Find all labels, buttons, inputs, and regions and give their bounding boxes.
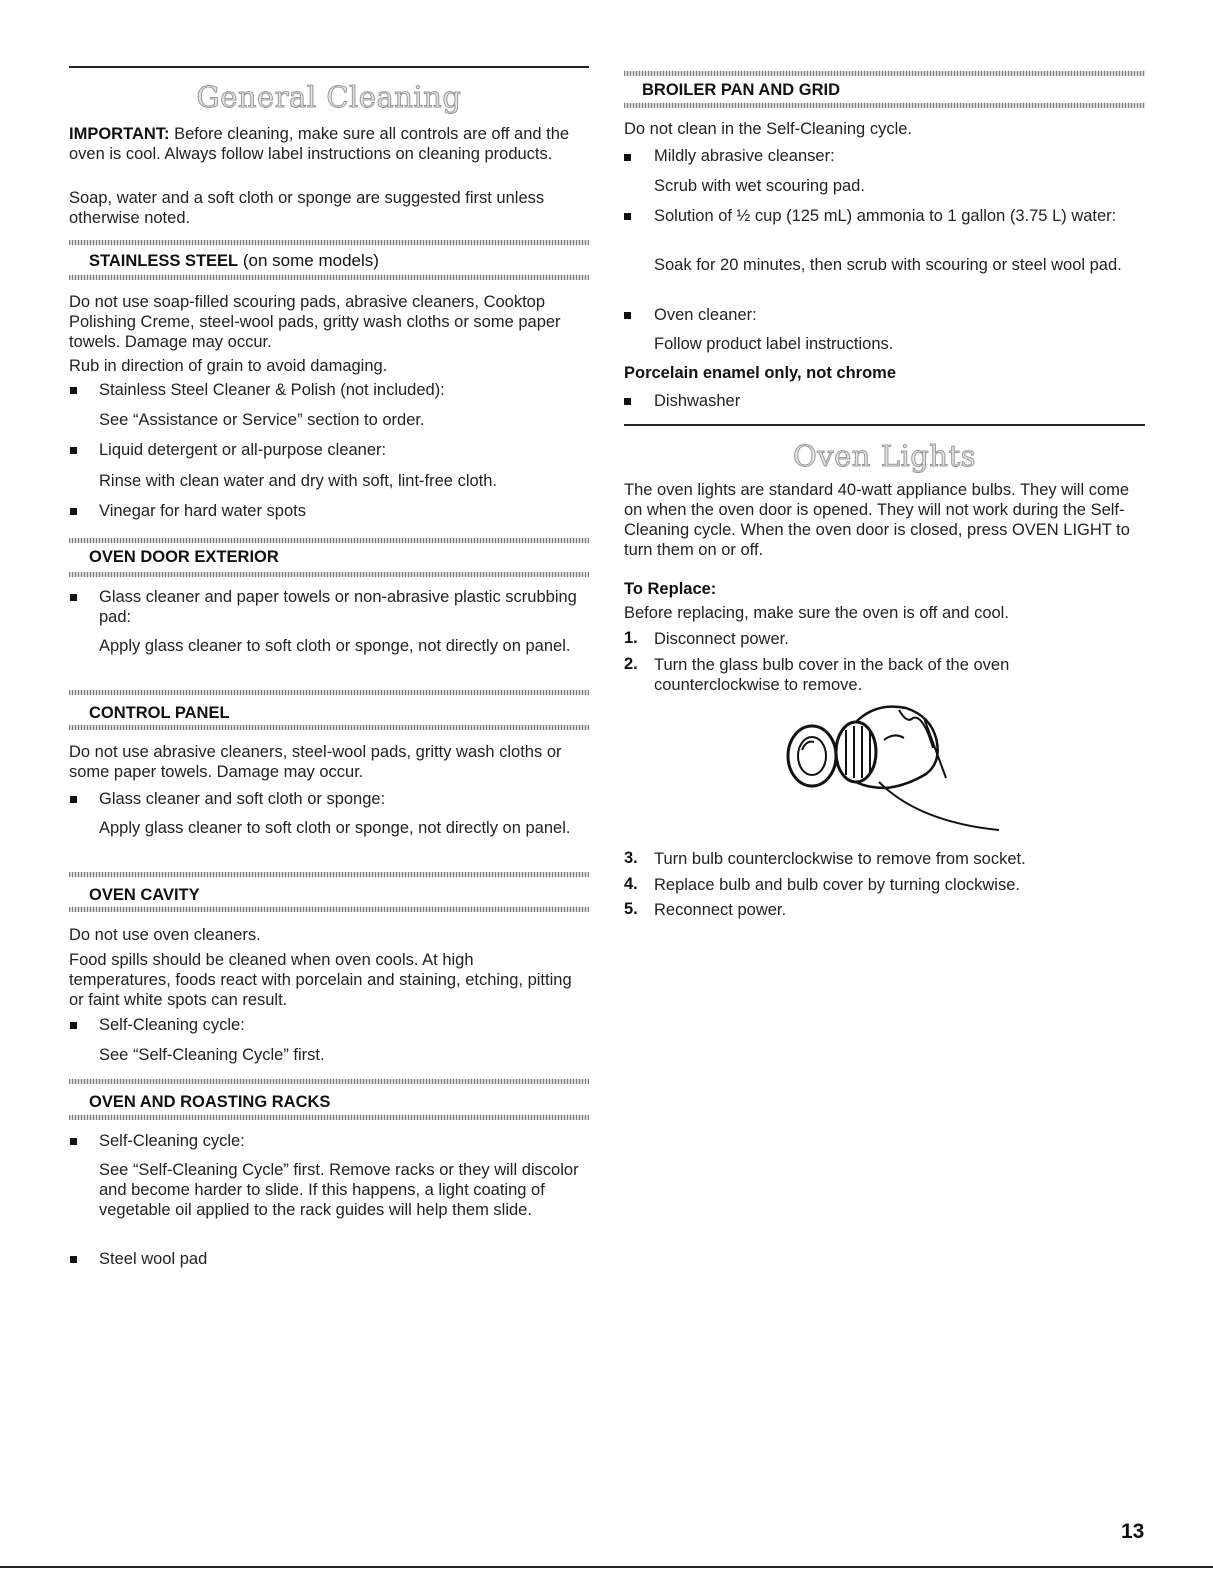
cavity-food-text: Food spills should be cleaned when oven cools. At high temperatures, foods react with porcelain and staining, etching, pitting or faint white spots can result. — [69, 951, 572, 1009]
broiler-item-1-detail: Scrub with wet scouring pad. — [654, 177, 865, 195]
broiler-item-3-detail: Follow product label instructions. — [654, 335, 894, 353]
bullet-icon — [624, 154, 631, 161]
broiler-heading: BROILER PAN AND GRID — [642, 81, 840, 99]
important-text: Before cleaning, make sure all controls are off and the oven is cool. Always follow label instructions on cleaning products. — [69, 125, 570, 163]
oven-door-exterior-heading: OVEN DOOR EXTERIOR — [89, 548, 279, 566]
porcelain-heading: Porcelain enamel only, not chrome — [624, 364, 897, 382]
stainless-steel-heading — [89, 251, 379, 271]
bullet-icon — [70, 1256, 77, 1263]
control-item-1-detail: Apply glass cleaner to soft cloth or sponge, not directly on panel. — [99, 819, 571, 837]
to-replace-heading: To Replace: — [624, 580, 717, 598]
hatch-divider — [624, 103, 1145, 108]
hatch-divider — [69, 725, 589, 730]
racks-item-1: Self-Cleaning cycle: — [99, 1132, 245, 1150]
step-text: Reconnect power. — [654, 901, 787, 919]
broiler-item-3: Oven cleaner: — [654, 306, 757, 324]
general-cleaning-title: General Cleaning — [196, 80, 462, 114]
bullet-icon — [70, 447, 77, 454]
oven-lights-rule — [624, 424, 1145, 426]
bullet-icon — [70, 594, 77, 601]
stainless-item-1: Stainless Steel Cleaner & Polish (not included): — [99, 381, 445, 399]
stainless-heading-text: STAINLESS STEEL — [89, 252, 239, 270]
hatch-divider — [69, 538, 589, 543]
important-label: IMPORTANT: — [69, 125, 170, 143]
hatch-divider — [69, 240, 589, 245]
bottom-rule — [0, 1566, 1213, 1568]
hatch-divider — [69, 690, 589, 695]
oven-cavity-heading: OVEN CAVITY — [89, 886, 200, 904]
racks-item-2: Steel wool pad — [99, 1250, 208, 1268]
bullet-icon — [70, 508, 77, 515]
step-number: 5. — [624, 900, 638, 918]
stainless-item-1-detail: See “Assistance or Service” section to order. — [99, 411, 425, 429]
page-number: 13 — [1121, 1520, 1145, 1543]
door-item-1: Glass cleaner and paper towels or non-abrasive plastic scrubbing pad: — [99, 588, 577, 626]
cavity-item-1-detail: See “Self-Cleaning Cycle” first. — [99, 1046, 325, 1064]
control-panel-warning: Do not use abrasive cleaners, steel-wool pads, gritty wash cloths or some paper towels. Damage may occur. — [69, 743, 562, 781]
hatch-divider — [69, 572, 589, 577]
stainless-item-2: Liquid detergent or all-purpose cleaner: — [99, 441, 387, 459]
broiler-item-4: Dishwasher — [654, 392, 741, 410]
hatch-divider — [624, 71, 1145, 76]
bullet-icon — [624, 213, 631, 220]
broiler-item-1: Mildly abrasive cleanser: — [654, 147, 835, 165]
stainless-rub-text: Rub in direction of grain to avoid damaging. — [69, 357, 388, 375]
control-panel-heading: CONTROL PANEL — [89, 704, 230, 722]
stainless-heading-note: (on some models) — [238, 251, 379, 270]
top-rule — [69, 66, 589, 68]
replace-intro: Before replacing, make sure the oven is off and cool. — [624, 604, 1009, 622]
door-item-1-detail: Apply glass cleaner to soft cloth or sponge, not directly on panel. — [99, 637, 571, 655]
step-text: Disconnect power. — [654, 630, 789, 648]
step-text: Replace bulb and bulb cover by turning clockwise. — [654, 876, 1020, 894]
broiler-item-2-detail: Soak for 20 minutes, then scrub with scouring or steel wool pad. — [654, 256, 1122, 274]
bullet-icon — [70, 1138, 77, 1145]
step-text: Turn the glass bulb cover in the back of the oven counterclockwise to remove. — [654, 656, 1010, 694]
step-number: 2. — [624, 655, 638, 673]
cavity-warning: Do not use oven cleaners. — [69, 926, 261, 944]
hatch-divider — [69, 1115, 589, 1120]
soap-paragraph: Soap, water and a soft cloth or sponge are suggested first unless otherwise noted. — [69, 189, 545, 227]
stainless-warning: Do not use soap-filled scouring pads, abrasive cleaners, Cooktop Polishing Creme, steel-wool pads, gritty wash cloths or some paper towels. Damage may occur. — [69, 293, 561, 351]
step-number: 3. — [624, 849, 638, 867]
bullet-icon — [70, 796, 77, 803]
hatch-divider — [69, 872, 589, 877]
bulb-replacement-illustration — [784, 700, 1004, 840]
bullet-icon — [70, 387, 77, 394]
broiler-warning: Do not clean in the Self-Cleaning cycle. — [624, 120, 912, 138]
stainless-item-3: Vinegar for hard water spots — [99, 502, 306, 520]
control-item-1: Glass cleaner and soft cloth or sponge: — [99, 790, 386, 808]
racks-item-1-detail: See “Self-Cleaning Cycle” first. Remove racks or they will discolor and become harder to slide. If this happens, a light coating of vegetable oil applied to the rack guides will help them slide. — [99, 1161, 579, 1219]
oven-lights-intro: The oven lights are standard 40-watt appliance bulbs. They will come on when the oven door is opened. They will not work during the Self-Cleaning cycle. When the oven door is closed, press OVEN LIGHT to turn them on or off. — [624, 481, 1130, 559]
oven-lights-title: Oven Lights — [792, 439, 977, 473]
important-paragraph — [69, 124, 589, 164]
racks-heading: OVEN AND ROASTING RACKS — [89, 1093, 331, 1111]
bullet-icon — [70, 1022, 77, 1029]
broiler-item-2: Solution of ½ cup (125 mL) ammonia to 1 gallon (3.75 L) water: — [654, 207, 1117, 225]
hatch-divider — [69, 275, 589, 280]
bullet-icon — [624, 312, 631, 319]
hatch-divider — [69, 1079, 589, 1084]
step-number: 4. — [624, 875, 638, 893]
cavity-item-1: Self-Cleaning cycle: — [99, 1016, 245, 1034]
bullet-icon — [624, 398, 631, 405]
stainless-item-2-detail: Rinse with clean water and dry with soft, lint-free cloth. — [99, 472, 498, 490]
step-text: Turn bulb counterclockwise to remove from socket. — [654, 850, 1026, 868]
step-number: 1. — [624, 629, 638, 647]
hatch-divider — [69, 907, 589, 912]
